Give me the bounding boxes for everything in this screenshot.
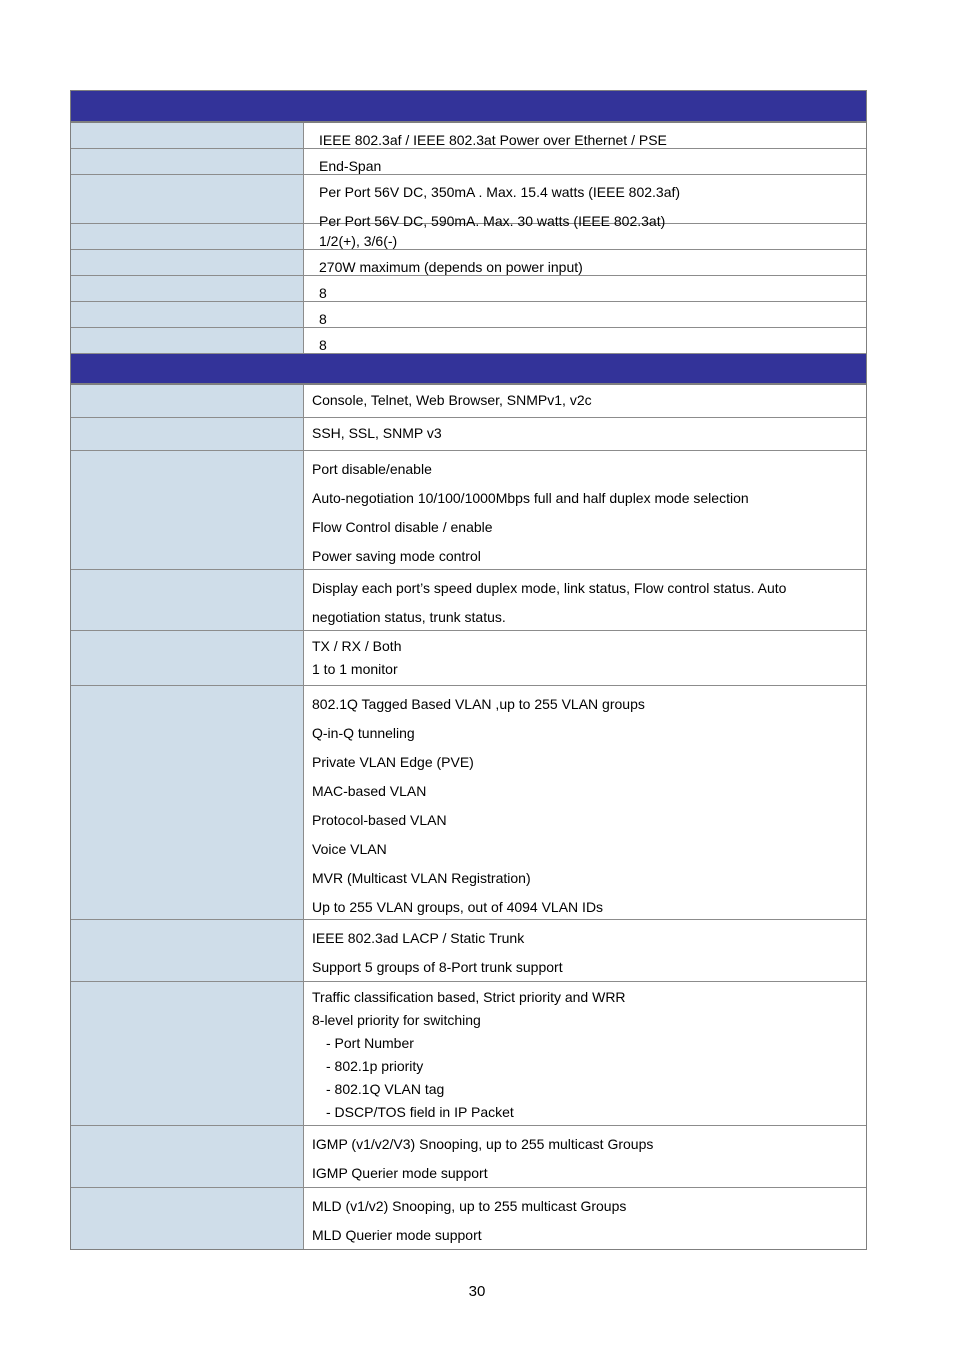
row-value-cell xyxy=(304,149,866,174)
table-row xyxy=(71,685,866,919)
row-value-cell xyxy=(304,451,866,569)
value-line: IEEE 802.3ad LACP / Static Trunk xyxy=(312,930,525,946)
row-label-cell xyxy=(71,418,304,450)
row-value-cell xyxy=(304,1126,866,1187)
row-label-cell xyxy=(71,385,304,417)
value-line: MVR (Multicast VLAN Registration) xyxy=(312,870,531,886)
value-line: negotiation status, trunk status. xyxy=(312,609,506,625)
row-value-cell xyxy=(304,1188,866,1249)
value-line: 802.1Q Tagged Based VLAN ,up to 255 VLAN groups xyxy=(312,696,645,712)
value-line: 8 xyxy=(319,337,327,353)
row-value-cell xyxy=(304,175,866,229)
value-sub-line: - 802.1p priority xyxy=(326,1058,424,1074)
row-value-cell xyxy=(304,920,866,981)
row-label-cell xyxy=(71,570,304,630)
row-label-cell xyxy=(71,686,304,919)
table-row xyxy=(71,569,866,630)
row-label-cell xyxy=(71,451,304,569)
row-value-cell xyxy=(304,570,866,630)
row-label-cell xyxy=(71,1126,304,1187)
table-row xyxy=(71,385,866,417)
table-row xyxy=(71,919,866,981)
value-line: 8 xyxy=(319,311,327,327)
row-value-cell xyxy=(304,418,866,450)
table-row xyxy=(71,417,866,450)
row-label-cell xyxy=(71,920,304,981)
row-label-cell xyxy=(71,149,304,174)
table-row xyxy=(71,327,866,353)
value-line: Power saving mode control xyxy=(312,548,481,564)
value-line: SSH, SSL, SNMP v3 xyxy=(312,425,442,441)
value-sub-line: - Port Number xyxy=(326,1035,414,1051)
value-sub-line: - 802.1Q VLAN tag xyxy=(326,1081,445,1097)
row-label-cell xyxy=(71,328,304,353)
spec-table xyxy=(70,90,867,1250)
row-label-cell xyxy=(71,175,304,223)
row-value-cell xyxy=(304,385,866,417)
value-line: Up to 255 VLAN groups, out of 4094 VLAN IDs xyxy=(312,899,604,915)
page-number: 30 xyxy=(468,1283,486,1300)
table-row xyxy=(71,1125,866,1187)
table-row xyxy=(71,275,866,301)
value-line: IGMP Querier mode support xyxy=(312,1165,488,1181)
row-value-cell xyxy=(304,302,866,327)
value-line: TX / RX / Both xyxy=(312,638,402,654)
value-line: IGMP (v1/v2/V3) Snooping, up to 255 multicast Groups xyxy=(312,1136,654,1152)
value-line: Display each port’s speed duplex mode, link status, Flow control status. Auto xyxy=(312,580,787,596)
table-row xyxy=(71,223,866,249)
value-line: MAC-based VLAN xyxy=(312,783,427,799)
row-label-cell xyxy=(71,631,304,685)
value-line: 8-level priority for switching xyxy=(312,1012,481,1028)
row-label-cell xyxy=(71,276,304,301)
value-line: IEEE 802.3af / IEEE 802.3at Power over Ethernet / PSE xyxy=(319,132,667,148)
value-line: Traffic classification based, Strict priority and WRR xyxy=(312,989,626,1005)
value-line: 270W maximum (depends on power input) xyxy=(319,259,583,275)
table-row xyxy=(71,450,866,569)
value-line: Flow Control disable / enable xyxy=(312,519,493,535)
row-value-cell xyxy=(304,686,866,919)
row-value-cell xyxy=(304,250,866,275)
value-line: Voice VLAN xyxy=(312,841,387,857)
value-line: 1 to 1 monitor xyxy=(312,661,398,677)
row-value-cell xyxy=(304,276,866,301)
row-label-cell xyxy=(71,123,304,148)
table-row xyxy=(71,301,866,327)
table-row xyxy=(71,249,866,275)
value-line: Protocol-based VLAN xyxy=(312,812,447,828)
row-label-cell xyxy=(71,1188,304,1249)
row-label-cell xyxy=(71,982,304,1125)
table-row xyxy=(71,630,866,685)
value-line: MLD (v1/v2) Snooping, up to 255 multicast Groups xyxy=(312,1198,627,1214)
value-line: Auto-negotiation 10/100/1000Mbps full and half duplex mode selection xyxy=(312,490,749,506)
row-label-cell xyxy=(71,224,304,249)
value-line: Private VLAN Edge (PVE) xyxy=(312,754,474,770)
section-header-band xyxy=(71,91,866,123)
row-value-cell xyxy=(304,328,866,353)
table-row xyxy=(71,1187,866,1249)
table-row xyxy=(71,981,866,1125)
value-sub-line: - DSCP/TOS field in IP Packet xyxy=(326,1104,514,1120)
table-row xyxy=(71,148,866,174)
value-line: End-Span xyxy=(319,158,382,174)
row-value-cell xyxy=(304,982,866,1125)
value-line: 1/2(+), 3/6(-) xyxy=(319,233,398,249)
value-line: Port disable/enable xyxy=(312,461,432,477)
value-line: Q-in-Q tunneling xyxy=(312,725,415,741)
value-line: MLD Querier mode support xyxy=(312,1227,482,1243)
value-line: Support 5 groups of 8-Port trunk support xyxy=(312,959,563,975)
row-label-cell xyxy=(71,250,304,275)
value-line: Console, Telnet, Web Browser, SNMPv1, v2c xyxy=(312,392,592,408)
table-row xyxy=(71,123,866,148)
value-line: Per Port 56V DC, 590mA. Max. 30 watts (IEEE 802.3at) xyxy=(319,213,666,229)
row-value-cell xyxy=(304,631,866,685)
value-line: Per Port 56V DC, 350mA . Max. 15.4 watts (IEEE 802.3af) xyxy=(319,184,681,200)
row-label-cell xyxy=(71,302,304,327)
row-value-cell xyxy=(304,224,866,249)
table-row xyxy=(71,174,866,229)
row-value-cell xyxy=(304,123,866,148)
value-line: 8 xyxy=(319,285,327,301)
